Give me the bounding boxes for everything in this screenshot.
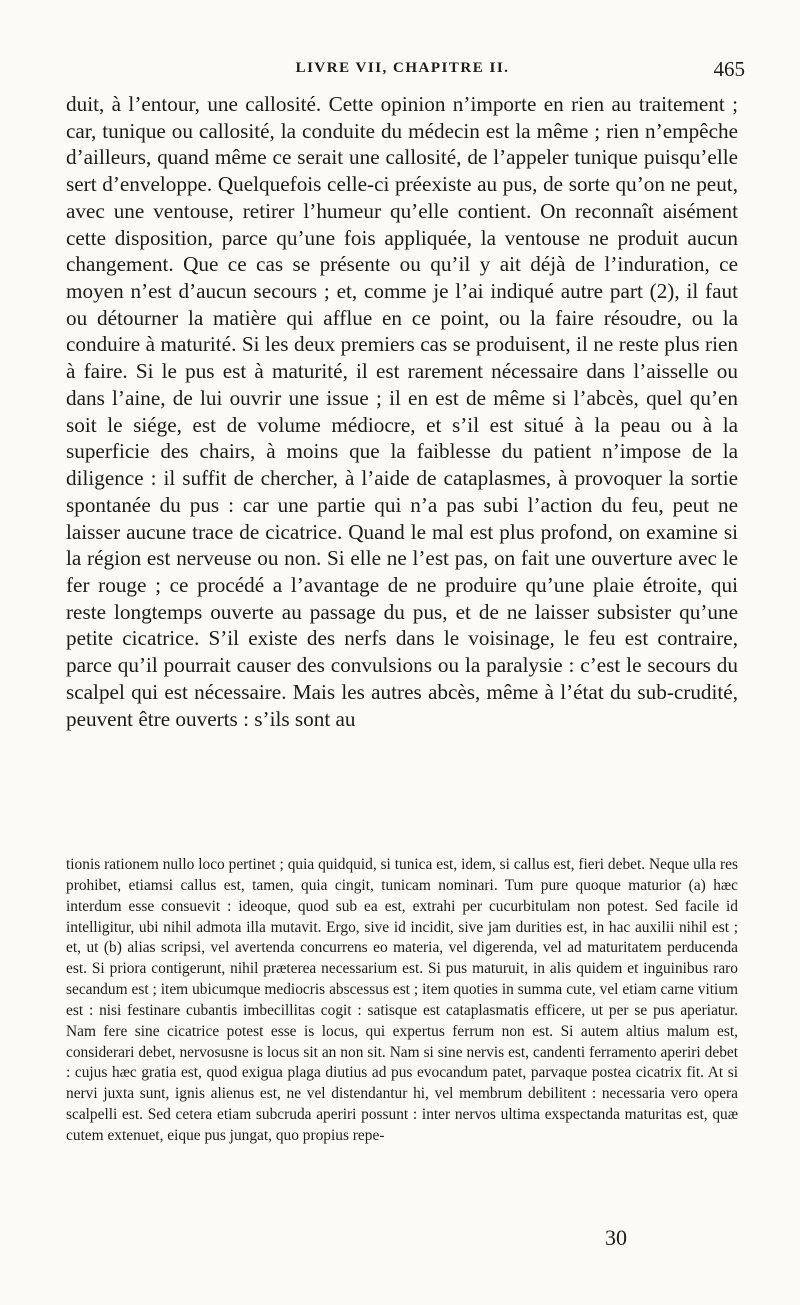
- latin-footnote: tionis rationem nullo loco pertinet ; quia quidquid, si tunica est, idem, si callus est, fieri debet. Neque ulla res prohibet, etiamsi callus est, tamen, quia cingit, tunicam nominari. Tum pure quoque maturior (a) hæc interdum esse consuevit : ideoque, quod sub ea est, extrahi per cucurbitulam non potest. Sed facile id intelligitur, ubi nihil admota illa mutavit. Ergo, sive id incidit, sive jam durities est, in hac auxilii nihil est ; et, ut (b) alias scripsi, vel avertenda concurrens eo materia, vel digerenda, vel ad maturitatem perducenda est. Si priora contigerunt, nihil præterea necessarium est. Si pus maturuit, in alis quidem et inguinibus raro secandum est ; item ubicumque mediocris abscessus est ; item quoties in summa cute, vel etiam carne vitium est : nisi festinare cubantis imbecillitas cogit : satisque est cataplasmatis efficere, ut per se pus aperiatur. Nam fere sine cicatrice potest esse is locus, qui expertus ferrum non est. Si autem altius malum est, considerari debet, nervosusne is locus sit an non sit. Nam si sine nervis est, candenti ferramento aperiri debet : cujus hæc gratia est, quod exigua plaga diutius ad pus evocandum patet, parvaque postea cicatrix fit. At si nervi juxta sunt, ignis alienus est, ne vel distendantur hi, vel membrum debilitent : necessaria vero opera scalpelli est. Sed cetera etiam subcruda aperiri possunt : inter nervos ultima exspectanda maturitas est, quæ cutem extenuet, eique pus jungat, quo propius repe-: [66, 856, 738, 1144]
- signature-mark: 30: [605, 1225, 627, 1250]
- main-text-paragraph: duit, à l’entour, une callosité. Cette opinion n’importe en rien au traitement ; car, tunique ou callosité, la conduite du médecin est la même ; rien n’empêche d’ailleurs, quand même ce serait une callosité, de l’appeler tunique puisqu’elle sert d’enveloppe. Quelquefois celle-ci préexiste au pus, de sorte qu’on ne peut, avec une ventouse, retirer l’humeur qu’elle contient. On reconnaît aisément cette disposition, parce qu’une fois appliquée, la ventouse ne produit aucun changement. Que ce cas se présente ou qu’il y ait déjà de l’induration, ce moyen n’est d’aucun secours ; et, comme je l’ai indiqué autre part (2), il faut ou détourner la matière qui afflue en ce point, ou la faire résoudre, ou la conduire à maturité. Si les deux premiers cas se produisent, il ne reste plus rien à faire. Si le pus est à maturité, il est rarement nécessaire dans l’aisselle ou dans l’aine, de lui ouvrir une issue ; il en est de même si l’abcès, quel qu’en soit le siége, est de volume médiocre, et s’il est situé à la peau ou à la superficie des chairs, à moins que la faiblesse du patient n’impose de la diligence : il suffit de chercher, à l’aide de cataplasmes, à provoquer la sortie spontanée du pus : car une partie qui n’a pas subi l’action du feu, peut ne laisser aucune trace de cicatrice. Quand le mal est plus profond, on examine si la région est nerveuse ou non. Si elle ne l’est pas, on fait une ouverture avec le fer rouge ; ce procédé a l’avantage de ne produire qu’une plaie étroite, qui reste longtemps ouverte au passage du pus, et de ne laisser subsister qu’une petite cicatrice. S’il existe des nerfs dans le voisinage, le feu est contraire, parce qu’il pourrait causer des convulsions ou la paralysie : c’est le secours du scalpel qui est nécessaire. Mais les autres abcès, même à l’état du sub-crudité, peuvent être ouverts : s’ils sont au: [66, 92, 738, 731]
- page-number: 465: [713, 57, 745, 81]
- running-head: LIVRE VII, CHAPITRE II.: [295, 60, 510, 76]
- page-header: [60, 57, 745, 86]
